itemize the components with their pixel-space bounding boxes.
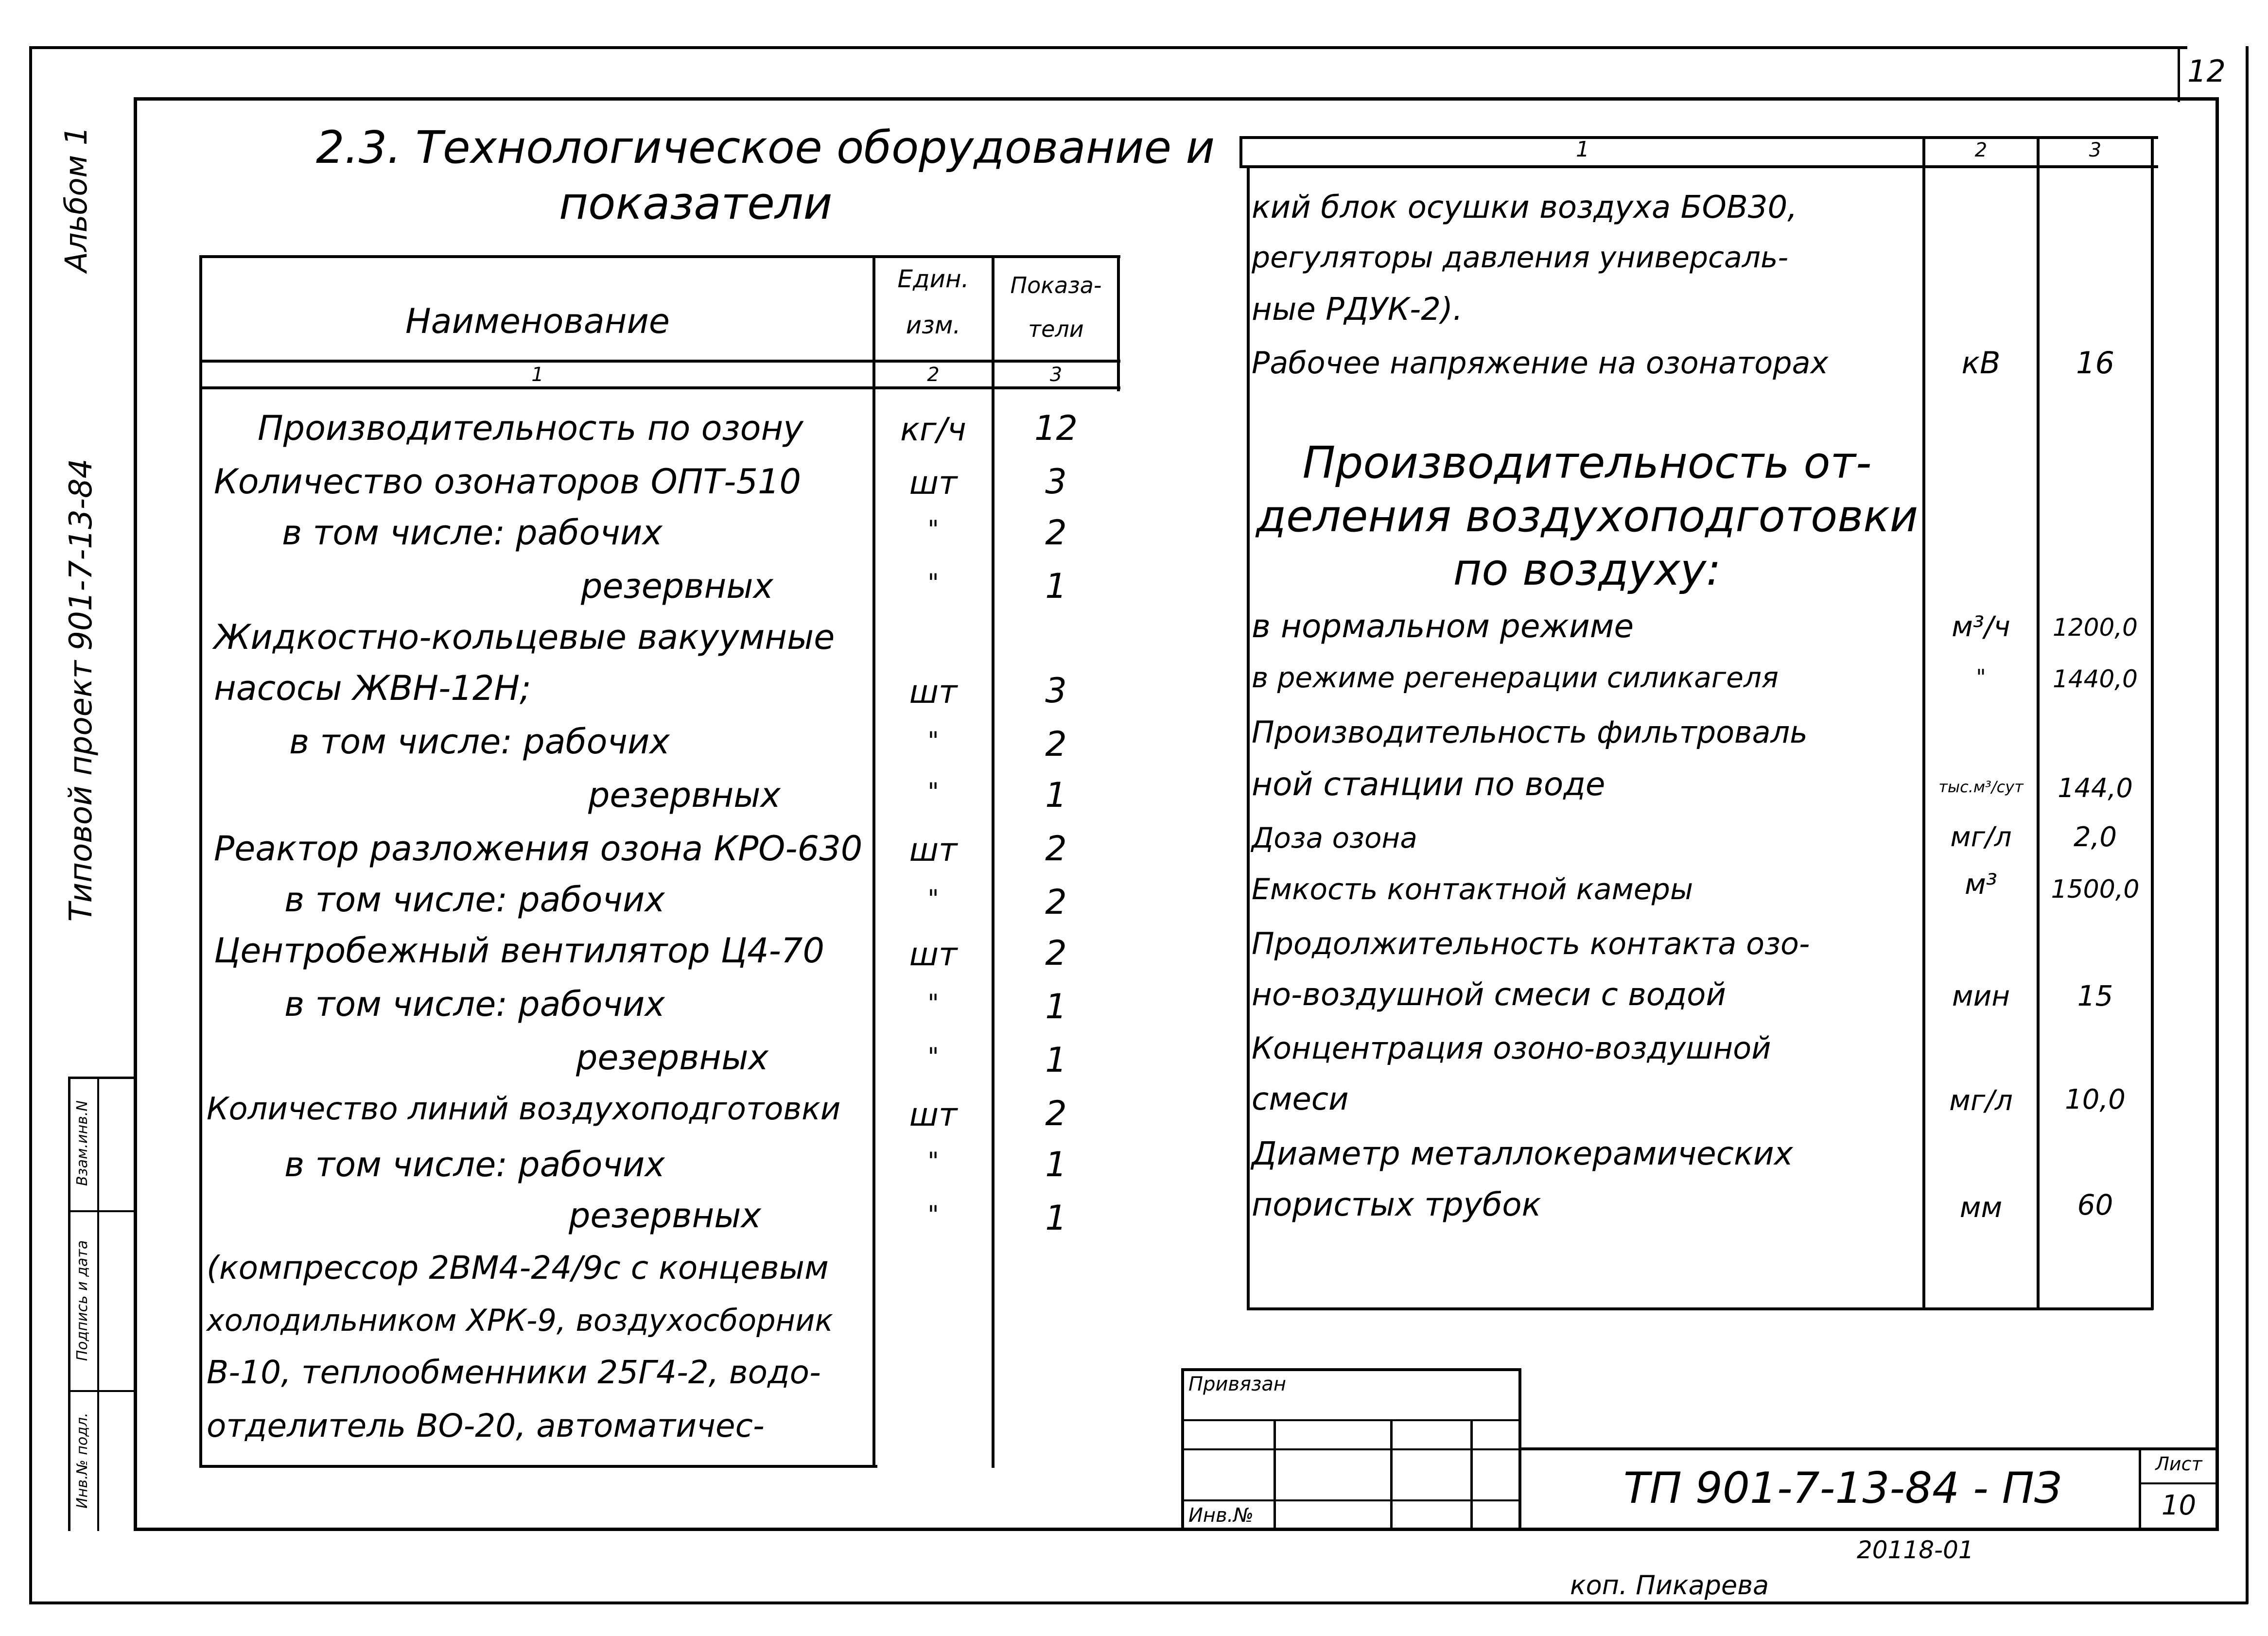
stamp-inv-orig: Инв.№ подл. (74, 1412, 91, 1509)
right-table-right (2151, 136, 2154, 1310)
right-colnum-2: 2 (1974, 139, 1988, 161)
left-row-value: 2 (1045, 829, 1067, 869)
right-row-name: Диаметр металлокерамических (1252, 1135, 1793, 1172)
inv-number-label: Инв.№ (1188, 1504, 1254, 1527)
left-header-units-2: изм. (906, 311, 961, 339)
left-row-unit: шт (909, 831, 958, 869)
left-row-unit: кг/ч (900, 411, 966, 448)
right-row-name: ной станции по воде (1252, 766, 1605, 803)
margin-stamp-mid (97, 1077, 99, 1531)
sheet-box-divider (2139, 1482, 2216, 1484)
right-row-value: 1200,0 (2053, 613, 2138, 642)
left-table-top (199, 255, 1120, 258)
left-row-name: Количество линий воздухоподготовки (207, 1091, 841, 1127)
left-row-value: 1 (1045, 566, 1067, 606)
right-row-unit: мг/л (1950, 821, 2012, 853)
left-colnum-3: 3 (1049, 364, 1063, 386)
binding-label: Привязан (1188, 1373, 1287, 1395)
left-row-name: Реактор разложения озона КРО-630 (214, 829, 863, 869)
right-table-col3 (2037, 136, 2040, 1310)
right-row-name: но-воздушной смеси с водой (1252, 977, 1726, 1013)
left-row-unit: шт (909, 673, 958, 711)
left-row-unit: шт (909, 1096, 958, 1133)
left-table-left (199, 255, 202, 1468)
left-row-name: в том числе: рабочих (284, 1145, 665, 1184)
left-row-value: 2 (1045, 1094, 1067, 1133)
margin-stamp-h1 (68, 1210, 136, 1212)
left-row-value: 1 (1045, 1040, 1067, 1080)
outer-frame-right (2246, 46, 2249, 1604)
left-row-unit: " (927, 1147, 939, 1175)
right-row-value: 1500,0 (2051, 875, 2140, 904)
left-row-name: насосы ЖВН-12Н; (214, 668, 531, 708)
left-row-value: 12 (1034, 408, 1078, 448)
left-row-value: 2 (1045, 724, 1067, 764)
right-row-unit: м³/ч (1952, 610, 2010, 643)
right-row-name: регуляторы давления универсаль- (1252, 241, 1789, 275)
left-row-unit: " (927, 885, 939, 913)
left-row-unit: " (927, 989, 939, 1017)
binding-box-v3 (1470, 1419, 1473, 1531)
left-row-name: В-10, теплообменники 25Г4-2, водо- (207, 1354, 821, 1391)
outer-frame-bottom (29, 1601, 2248, 1604)
right-row-name: в нормальном режиме (1252, 608, 1634, 645)
inner-frame-bottom (134, 1528, 2219, 1531)
binding-box-v2 (1390, 1419, 1393, 1531)
right-row-value: 144,0 (2058, 773, 2133, 803)
right-row-unit: кВ (1961, 345, 2001, 381)
right-row-value: 15 (2077, 979, 2113, 1012)
right-row-value: 16 (2076, 345, 2114, 381)
left-row-unit: " (927, 1201, 939, 1229)
right-row-value: 60 (2077, 1188, 2113, 1221)
stamp-replace-inv: Взам.инв.N (74, 1100, 91, 1186)
right-row-unit: тыс.м³/сут (1938, 778, 2024, 796)
outer-frame-left (29, 46, 32, 1604)
binding-box-v1 (1274, 1419, 1276, 1531)
left-header-name: Наименование (405, 301, 670, 341)
left-row-unit: " (927, 515, 939, 543)
left-row-value: 1 (1045, 987, 1067, 1027)
outer-frame-top (29, 46, 2187, 49)
left-row-unit: шт (909, 936, 958, 973)
left-row-name: резервных (569, 1196, 761, 1236)
left-header-values-2: тели (1028, 316, 1084, 342)
order-number: 20118-01 (1857, 1536, 1974, 1564)
right-table-col2 (1922, 136, 1925, 1310)
project-label: Типовой проект 901-7-13-84 (63, 458, 99, 922)
left-row-unit: шт (909, 464, 958, 502)
left-row-name: Центробежный вентилятор Ц4-70 (214, 931, 825, 971)
left-colnum-2: 2 (927, 364, 940, 386)
right-row-value: 2,0 (2073, 821, 2117, 853)
margin-stamp-top (68, 1077, 136, 1079)
right-table-left-lower (1247, 165, 1250, 1310)
right-row-name: кий блок осушки воздуха БОВ30, (1252, 190, 1797, 226)
inner-frame-top (134, 97, 2219, 101)
left-row-name: холодильником ХРК-9, воздухосборник (207, 1303, 833, 1338)
right-row-name: Концентрация озоно-воздушной (1252, 1030, 1771, 1066)
right-row-name: пористых трубок (1252, 1186, 1541, 1223)
right-row-unit: мм (1959, 1191, 2003, 1224)
right-row-name: смеси (1252, 1081, 1349, 1117)
left-row-value: 2 (1045, 882, 1067, 922)
left-row-unit: " (927, 1043, 939, 1071)
inner-frame-left (134, 97, 137, 1531)
inner-frame-right (2216, 97, 2219, 1531)
binding-box-top (1181, 1368, 1521, 1371)
left-row-name: Количество озонаторов ОПТ-510 (214, 462, 802, 502)
left-row-name: отделитель ВО-20, автоматичес- (207, 1407, 765, 1445)
page-number-box-left (2178, 49, 2180, 102)
title-block-top (1519, 1447, 2216, 1450)
right-row-name: Продолжительность контакта озо- (1252, 926, 1810, 961)
right-row-name: Емкость контактной камеры (1252, 872, 1693, 906)
left-row-value: 2 (1045, 933, 1067, 973)
sheet-label: Лист (2155, 1453, 2202, 1475)
right-colnum-1: 1 (1576, 137, 1589, 162)
section-title-line2: показатели (559, 177, 833, 229)
left-table-header-rule (199, 360, 1120, 363)
left-colnum-1: 1 (531, 364, 544, 386)
right-table-numrow-rule (1239, 165, 2158, 168)
right-table-bottom (1247, 1307, 2153, 1310)
left-row-name: Производительность по озону (258, 408, 803, 448)
right-row-name: Доза озона (1252, 821, 1417, 854)
air-prep-heading-2: деления воздухоподготовки (1256, 491, 1919, 542)
sheet-number: 10 (2161, 1490, 2197, 1521)
left-row-value: 2 (1045, 513, 1067, 553)
left-row-name: в том числе: рабочих (289, 722, 670, 762)
left-row-value: 3 (1045, 671, 1067, 711)
right-row-value: 10,0 (2065, 1084, 2126, 1115)
left-row-name: (компрессор 2ВМ4-24/9с с концевым (207, 1249, 829, 1287)
left-row-name: резервных (576, 1038, 768, 1078)
left-row-unit: " (927, 727, 939, 755)
left-row-value: 3 (1045, 462, 1067, 502)
left-header-values-1: Показа- (1010, 272, 1102, 298)
right-row-name: Рабочее напряжение на озонаторах (1252, 345, 1829, 381)
left-row-value: 1 (1045, 1198, 1067, 1238)
right-row-name: в режиме регенерации силикагеля (1252, 661, 1779, 694)
right-row-name: ные РДУК-2). (1252, 292, 1463, 328)
left-row-unit: " (927, 569, 939, 597)
left-row-name: резервных (588, 775, 781, 815)
copyist-note: коп. Пикарева (1570, 1570, 1769, 1601)
right-row-unit: мг/л (1949, 1084, 2013, 1117)
right-row-value: 1440,0 (2053, 665, 2138, 693)
left-row-unit: " (927, 778, 939, 806)
left-row-name: в том числе: рабочих (284, 880, 665, 920)
margin-stamp-h2 (68, 1390, 136, 1392)
air-prep-heading-1: Производительность от- (1302, 437, 1872, 488)
left-row-value: 1 (1045, 775, 1067, 815)
left-table-bottom (199, 1465, 877, 1468)
stamp-sign-date: Подпись и дата (74, 1240, 91, 1361)
left-header-units-1: Един. (897, 265, 969, 293)
right-row-unit: мин (1952, 979, 2010, 1012)
left-row-name: в том числе: рабочих (282, 513, 663, 553)
left-row-value: 1 (1045, 1145, 1067, 1184)
left-row-name: в том числе: рабочих (284, 984, 665, 1024)
left-row-name: Жидкостно-кольцевые вакуумные (214, 617, 835, 657)
right-row-unit: " (1976, 665, 1986, 690)
document-code: ТП 901-7-13-84 - ПЗ (1623, 1463, 2062, 1513)
right-row-name: Производительность фильтроваль (1252, 714, 1808, 750)
margin-stamp-left (68, 1077, 70, 1531)
album-label: Альбом 1 (58, 126, 94, 273)
section-title-line1: 2.3. Технологическое оборудование и (316, 122, 1215, 174)
page-number: 12 (2187, 53, 2226, 89)
left-row-name: резервных (581, 566, 773, 606)
right-row-unit: м³ (1964, 868, 1997, 901)
right-colnum-3: 3 (2089, 139, 2102, 161)
air-prep-heading-3: по воздуху: (1453, 544, 1721, 595)
left-table-numrow-rule (199, 386, 1120, 389)
